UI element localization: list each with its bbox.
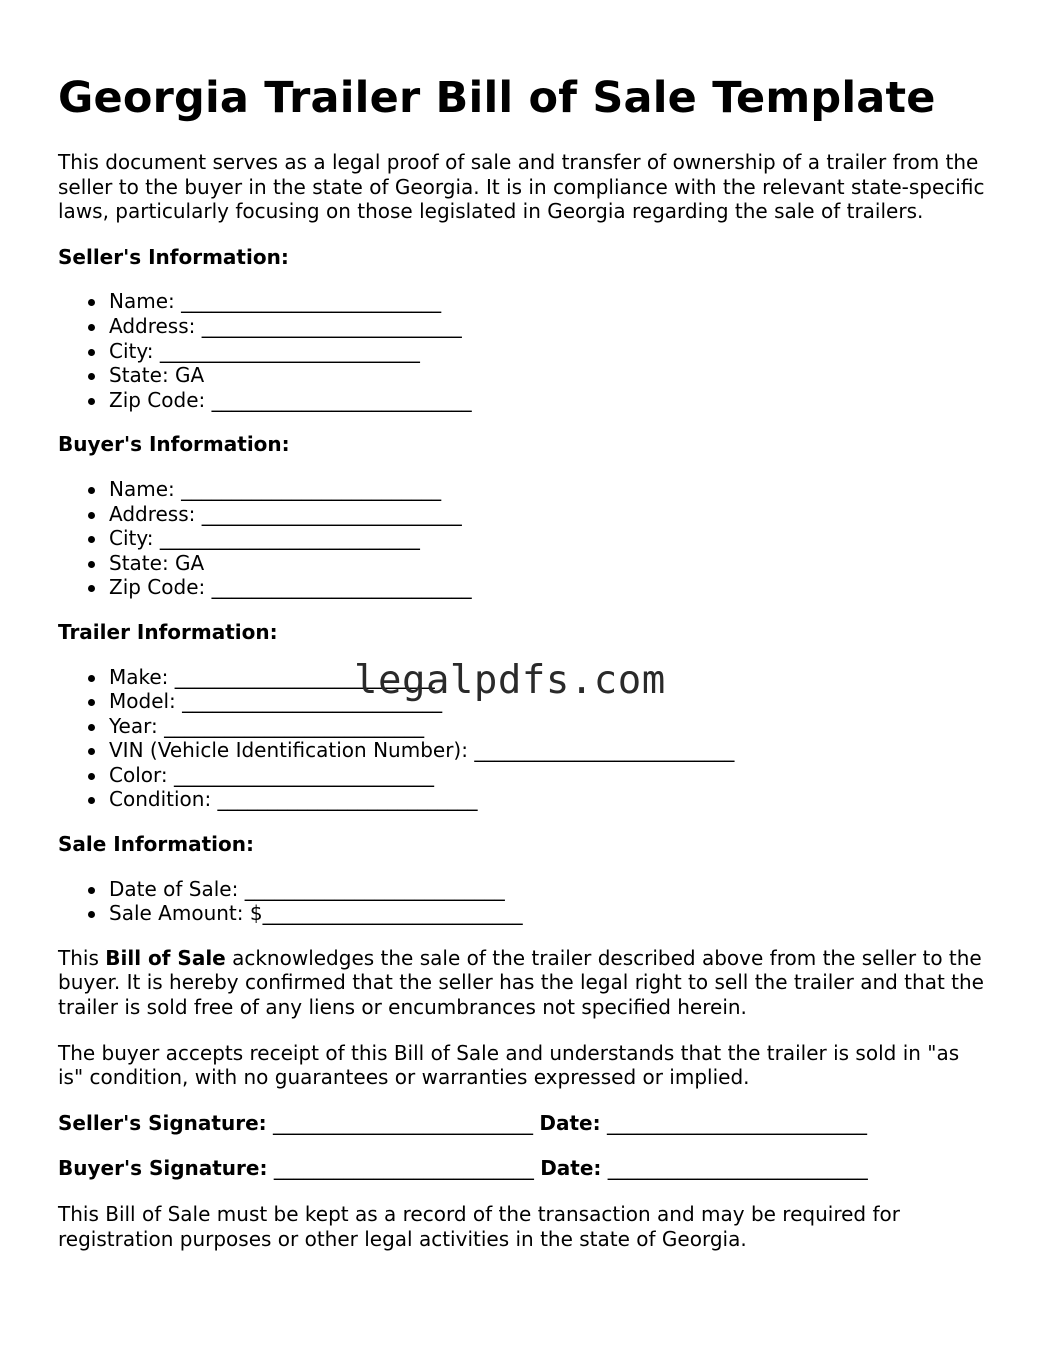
buyer-name-field[interactable]: Name: __________________________ — [109, 477, 988, 502]
sale-date-field[interactable]: Date of Sale: __________________________ — [109, 877, 988, 902]
page-title: Georgia Trailer Bill of Sale Template — [58, 73, 936, 123]
buyer-signature-blank[interactable]: __________________________ — [267, 1156, 541, 1181]
trailer-section-heading: Trailer Information: — [58, 619, 278, 644]
seller-city-field[interactable]: City: __________________________ — [109, 339, 988, 364]
seller-date-label: Date: — [539, 1110, 601, 1135]
seller-name-field[interactable]: Name: __________________________ — [109, 289, 988, 314]
trailer-condition-field[interactable]: Condition: __________________________ — [109, 787, 988, 812]
buyer-info-list — [58, 477, 988, 600]
buyer-date-blank[interactable]: __________________________ — [601, 1156, 868, 1181]
acknowledgement-paragraph — [58, 946, 988, 1020]
as-is-paragraph: The buyer accepts receipt of this Bill of Sale and understands that the trailer is sold in "as is" condition, with no guarantees or warranties expressed or implied. — [58, 1040, 960, 1090]
buyer-state-field: State: GA — [109, 551, 988, 576]
seller-zip-field[interactable]: Zip Code: __________________________ — [109, 388, 988, 413]
buyer-city-field[interactable]: City: __________________________ — [109, 526, 988, 551]
watermark: legalpdfs.com — [354, 658, 666, 703]
seller-state-field: State: GA — [109, 363, 988, 388]
trailer-make-field[interactable]: Make: __________________________ — [109, 665, 988, 690]
ack-suffix: acknowledges the sale of the trailer described above from the seller to the buyer. It is hereby confirmed that the seller has the legal right to sell the trailer and that the trailer is sold free of any liens or encumbrances not specified herein. — [58, 945, 984, 1020]
seller-info-list — [58, 289, 988, 412]
buyer-signature-label: Buyer's Signature: — [58, 1156, 268, 1181]
trailer-color-field[interactable]: Color: __________________________ — [109, 763, 988, 788]
seller-signature-line — [58, 1111, 988, 1136]
seller-date-blank[interactable]: __________________________ — [600, 1110, 867, 1135]
sale-amount-field[interactable]: Sale Amount: $__________________________ — [109, 901, 988, 926]
intro-paragraph: This document serves as a legal proof of sale and transfer of ownership of a trailer from the seller to the buyer in the state of Georgia. It is in compliance with the relevant state-specific laws, particularly focusing on those legislated in Georgia regarding the sale of trailers. — [58, 150, 985, 224]
trailer-model-field[interactable]: Model: __________________________ — [109, 689, 988, 714]
ack-prefix: This — [58, 945, 106, 970]
buyer-section-heading: Buyer's Information: — [58, 432, 290, 457]
buyer-address-field[interactable]: Address: __________________________ — [109, 502, 988, 527]
buyer-date-label: Date: — [540, 1156, 602, 1181]
seller-address-field[interactable]: Address: __________________________ — [109, 314, 988, 339]
buyer-zip-field[interactable]: Zip Code: __________________________ — [109, 575, 988, 600]
trailer-vin-field[interactable]: VIN (Vehicle Identification Number): __________________________ — [109, 738, 988, 763]
sale-section-heading: Sale Information: — [58, 832, 254, 857]
ack-bold-term: Bill of Sale — [105, 945, 226, 970]
sale-info-list — [58, 877, 988, 926]
seller-signature-label: Seller's Signature: — [58, 1110, 267, 1135]
buyer-signature-line — [58, 1156, 988, 1181]
closing-paragraph: This Bill of Sale must be kept as a record of the transaction and may be required for registration purposes or other legal activities in the state of Georgia. — [58, 1202, 900, 1251]
seller-section-heading: Seller's Information: — [58, 244, 289, 269]
seller-signature-blank[interactable]: __________________________ — [266, 1110, 540, 1135]
trailer-year-field[interactable]: Year: __________________________ — [109, 714, 988, 739]
